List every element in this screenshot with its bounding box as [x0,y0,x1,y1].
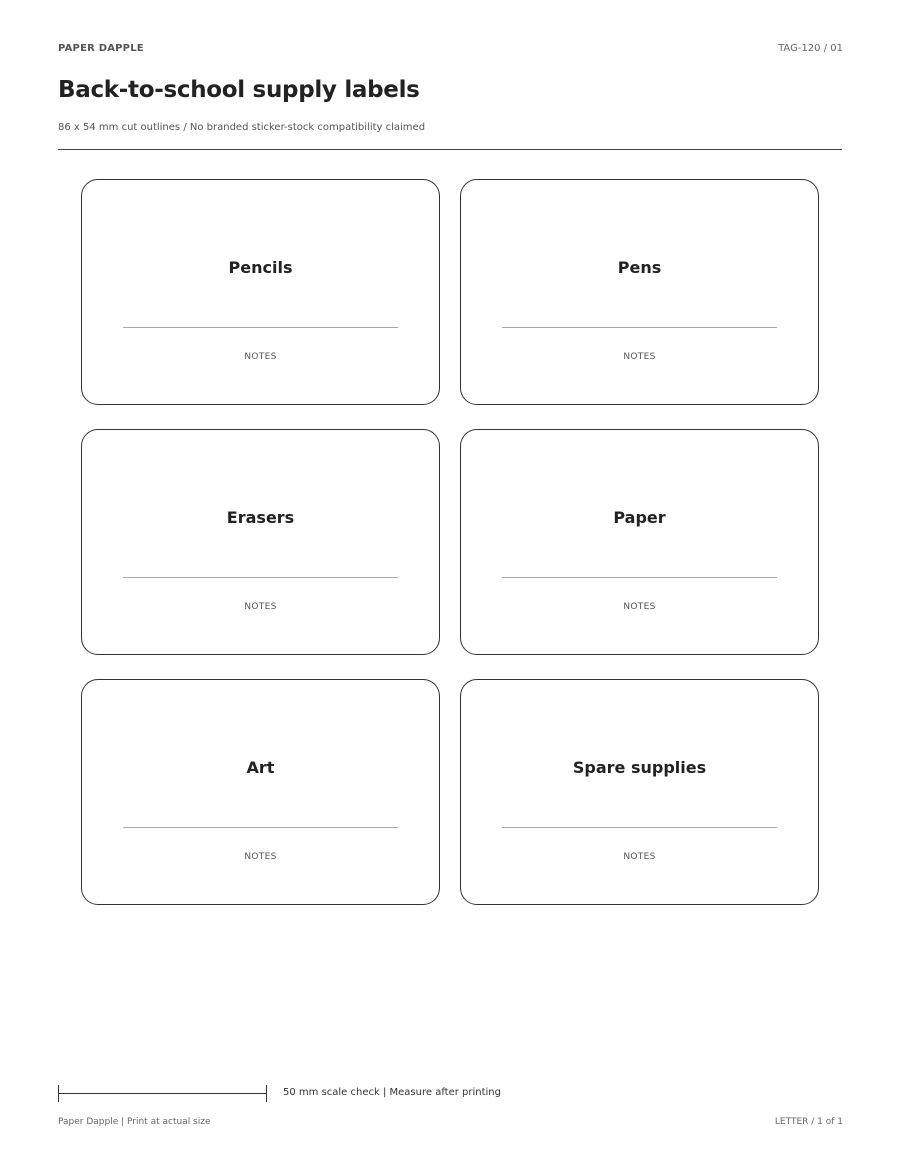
notes-caption: NOTES [244,602,277,612]
footer-print-note: Paper Dapple | Print at actual size [58,1117,211,1127]
scale-line [58,1093,267,1094]
notes-caption: NOTES [623,602,656,612]
write-line [502,577,777,578]
label-card-erasers [81,429,440,655]
notes-caption: NOTES [623,352,656,362]
page-title: Back-to-school supply labels [58,77,420,103]
label-card-pens [460,179,819,405]
notes-caption: NOTES [623,852,656,862]
scale-check-bar [58,1085,267,1102]
label-title: Art [246,758,275,777]
write-line [123,827,398,828]
label-title: Pencils [228,258,293,277]
page-subtitle: 86 x 54 mm cut outlines / No branded sticker-stock compatibility claimed [58,122,426,133]
write-line [502,827,777,828]
write-line [123,327,398,328]
notes-caption: NOTES [244,852,277,862]
brand-name: PAPER DAPPLE [58,43,144,54]
scale-tick-end [266,1085,267,1102]
label-card-spare-supplies [460,679,819,905]
scale-check-text: 50 mm scale check | Measure after printing [283,1087,501,1098]
label-sheet [81,179,819,905]
label-card-paper [460,429,819,655]
footer-page-info: LETTER / 1 of 1 [774,1117,843,1127]
label-card-pencils [81,179,440,405]
label-title: Erasers [226,508,295,527]
label-title: Paper [613,508,666,527]
header-divider [58,149,842,150]
label-title: Pens [617,258,662,277]
notes-caption: NOTES [244,352,277,362]
write-line [502,327,777,328]
label-title: Spare supplies [572,758,707,777]
write-line [123,577,398,578]
label-card-art [81,679,440,905]
document-code: TAG-120 / 01 [778,43,843,54]
